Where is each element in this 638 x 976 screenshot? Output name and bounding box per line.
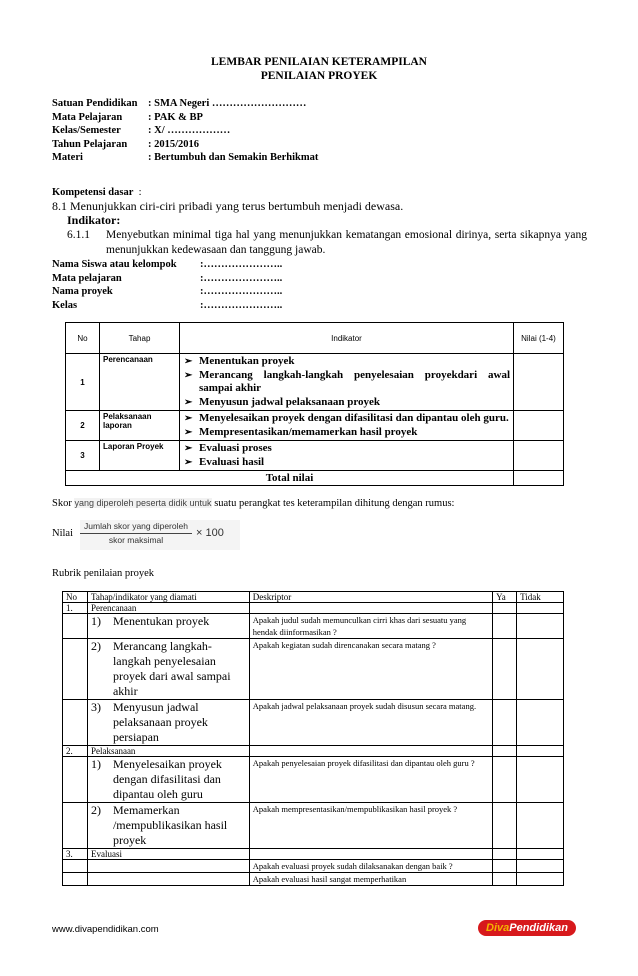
student-key: Kelas — [52, 299, 78, 311]
student-block — [52, 258, 282, 312]
arrow-bullet-icon: ➢ — [184, 356, 193, 367]
rubrik-item-num: 2) — [90, 803, 101, 817]
ya-cell[interactable] — [493, 700, 517, 746]
info-key: Satuan Pendidikan — [52, 98, 138, 109]
rubrik-desc: Apakah evaluasi hasil sangat memperhatikan — [249, 873, 492, 886]
info-value: : Bertumbuh dan Semakin Berhikmat — [148, 152, 319, 163]
nilai-cell[interactable] — [514, 441, 564, 471]
indikator-text-block — [67, 228, 587, 258]
rubrik-item-text: Menyusun jadwal pelaksanaan proyek persiapan — [112, 700, 208, 744]
rcol-desc: Deskriptor — [249, 592, 492, 603]
rubrik-desc: Apakah evaluasi proyek sudah dilaksanakan dengan baik ? — [249, 860, 492, 873]
info-key: Materi — [52, 152, 83, 163]
rcol-no: No — [63, 592, 88, 603]
kompetensi-colon: : — [138, 187, 142, 198]
logo-text — [478, 920, 576, 936]
section-name: Perencanaan — [87, 603, 249, 614]
student-key: Nama Siswa atau kelompok — [52, 259, 177, 270]
formula-numerator: Jumlah skor yang diperoleh — [84, 521, 188, 531]
indikator-item-text: Menyelesaikan proyek dengan difasilitasi dan dipantau oleh guru. — [199, 412, 509, 424]
indikator-item — [183, 396, 510, 410]
indikator-item — [183, 442, 510, 456]
rubrik-item — [87, 803, 249, 849]
skor-start: Skor — [52, 498, 72, 509]
formula-denominator: skor maksimal — [108, 535, 164, 545]
ya-cell[interactable] — [493, 639, 517, 700]
rubrik-row — [63, 700, 564, 746]
rubrik-desc: Apakah judul sudah memunculkan cirri khas dari sesuatu yang hendak diinformasikan ? — [249, 614, 492, 639]
col-tahap: Tahap — [100, 323, 180, 354]
rcol-tidak: Tidak — [517, 592, 564, 603]
rubrik-item-num: 3) — [90, 700, 101, 714]
row-no: 1 — [66, 354, 100, 411]
nilai-label: Nilai — [52, 528, 73, 539]
rubrik-desc: Apakah kegiatan sudah direncanakan secara matang ? — [249, 639, 492, 700]
tidak-cell[interactable] — [517, 873, 564, 886]
student-key: Nama proyek — [52, 286, 113, 297]
info-value: : X/ ……………… — [148, 125, 231, 136]
section-name: Evaluasi — [87, 849, 249, 860]
indikator-item — [183, 426, 510, 440]
indikator-item — [183, 456, 510, 470]
arrow-bullet-icon: ➢ — [184, 369, 193, 381]
info-value: : PAK & BP — [148, 111, 203, 123]
row-tahap: Laporan Proyek — [100, 441, 180, 471]
table-row — [66, 354, 564, 411]
arrow-bullet-icon: ➢ — [184, 413, 193, 424]
section-row — [63, 849, 564, 860]
row-tahap: Perencanaan — [100, 354, 180, 411]
info-value: : 2015/2016 — [148, 138, 200, 150]
nilai-cell[interactable] — [514, 354, 564, 411]
info-value: : SMA Negeri ……………………… — [148, 98, 307, 109]
skor-end: suatu perangkat tes keterampilan dihitung dengan rumus: — [214, 498, 455, 509]
rubrik-row — [63, 639, 564, 700]
ya-cell[interactable] — [493, 860, 517, 873]
assessment-table — [65, 322, 564, 486]
rubrik-item — [87, 639, 249, 700]
row-no: 3 — [66, 441, 100, 471]
formula-divider — [80, 533, 192, 534]
indikator-item-text: Evaluasi hasil — [199, 455, 265, 468]
nilai-cell[interactable] — [514, 411, 564, 441]
col-nilai: Nilai (1-4) — [514, 323, 564, 354]
rubrik-row — [63, 614, 564, 639]
section-no: 2. — [63, 746, 88, 757]
arrow-bullet-icon: ➢ — [184, 426, 193, 438]
indikator-item-text: Menyusun jadwal pelaksanaan proyek — [199, 395, 381, 408]
rubrik-row — [63, 873, 564, 886]
page-title: LEMBAR PENILAIAN KETERAMPILAN — [211, 56, 427, 68]
student-value: :………………….. — [200, 299, 283, 311]
rubrik-item — [87, 614, 249, 639]
tidak-cell[interactable] — [517, 700, 564, 746]
indikator-label: Indikator: — [67, 213, 121, 227]
logo-text-b: Pendidikan — [509, 922, 568, 934]
info-key: Kelas/Semester — [52, 125, 121, 136]
student-value: :………………….. — [200, 259, 283, 270]
diva-logo — [478, 918, 568, 940]
section-row — [63, 746, 564, 757]
section-row — [63, 603, 564, 614]
table-row — [66, 441, 564, 471]
info-key: Mata Pelajaran — [52, 111, 123, 123]
rubrik-header — [63, 592, 564, 603]
rubrik-item-text: Menentukan proyek — [112, 614, 210, 628]
info-block — [52, 97, 318, 165]
indikator-item — [183, 355, 510, 369]
formula-multiplier: × 100 — [196, 527, 224, 539]
kompetensi-label — [52, 187, 142, 198]
total-cell[interactable] — [514, 471, 564, 486]
section-no: 3. — [63, 849, 88, 860]
footer-url[interactable]: www.divapendidikan.com — [52, 924, 159, 935]
skor-grey: yang diperoleh peserta didik untuk — [74, 498, 212, 508]
rubrik-desc: Apakah jadwal pelaksanaan proyek sudah disusun secara matang. — [249, 700, 492, 746]
tidak-cell[interactable] — [517, 860, 564, 873]
rubrik-item — [87, 757, 249, 803]
indikator-number: 6.1.1 — [67, 229, 90, 241]
kompetensi-label-text: Kompetensi dasar — [52, 187, 134, 198]
rubrik-item-text: Memamerkan /mempublikasikan hasil proyek — [112, 803, 228, 847]
kompetensi-text: 8.1 Menunjukkan ciri-ciri pribadi yang terus bertumbuh menjadi dewasa. — [52, 199, 404, 213]
total-row — [66, 471, 564, 486]
table-row — [66, 411, 564, 441]
indikator-item-text: Evaluasi proses — [199, 442, 272, 454]
row-no: 2 — [66, 411, 100, 441]
arrow-bullet-icon: ➢ — [184, 456, 193, 468]
ya-cell[interactable] — [493, 873, 517, 886]
indikator-item — [183, 412, 510, 426]
tidak-cell[interactable] — [517, 639, 564, 700]
rubrik-row — [63, 860, 564, 873]
nilai-formula — [80, 520, 240, 550]
info-key: Tahun Pelajaran — [52, 138, 128, 150]
col-no: No — [66, 323, 100, 354]
skor-line — [52, 498, 454, 509]
rubrik-item-text: Merancang langkah-langkah penyelesaian proyek dari awal sampai akhir — [112, 639, 231, 698]
rubrik-row — [63, 803, 564, 849]
ya-cell[interactable] — [493, 803, 517, 849]
student-value: :………………….. — [200, 286, 283, 297]
indikator-item — [183, 369, 510, 396]
row-tahap: Pelaksanaan laporan — [100, 411, 180, 441]
rubrik-item-num: 1) — [90, 757, 101, 771]
rcol-tahap: Tahap/indikator yang diamati — [87, 592, 249, 603]
section-no: 1. — [63, 603, 88, 614]
section-name: Pelaksanaan — [87, 746, 249, 757]
rubrik-item-num: 1) — [90, 614, 101, 628]
student-value: :………………….. — [200, 272, 283, 284]
tidak-cell[interactable] — [517, 614, 564, 639]
page-subtitle: PENILAIAN PROYEK — [260, 70, 378, 82]
total-label: Total nilai — [66, 471, 514, 486]
logo-text-a: Diva — [486, 922, 510, 934]
indikator-item-text: Menentukan proyek — [199, 355, 295, 367]
rubrik-row — [63, 757, 564, 803]
indikator-item-text: Mempresentasikan/memamerkan hasil proyek — [199, 425, 418, 438]
tidak-cell[interactable] — [517, 757, 564, 803]
arrow-bullet-icon: ➢ — [184, 396, 193, 408]
rubrik-desc: Apakah penyelesaian proyek difasilitasi dan dipantau oleh guru ? — [249, 757, 492, 803]
ya-cell[interactable] — [493, 757, 517, 803]
arrow-bullet-icon: ➢ — [184, 443, 193, 454]
rubrik-title: Rubrik penilaian proyek — [52, 568, 155, 579]
col-indikator: Indikator — [180, 323, 514, 354]
rubrik-item-text: Menyelesaikan proyek dengan difasilitasi dan dipantau oleh guru — [112, 757, 222, 801]
rubrik-table — [62, 591, 564, 886]
indikator-item-text: Merancang langkah-langkah penyelesaian proyekdari awal sampai akhir — [199, 368, 510, 394]
rcol-ya: Ya — [493, 592, 517, 603]
rubrik-desc: Apakah mempresentasikan/mempublikasikan hasil proyek ? — [249, 803, 492, 849]
rubrik-item-num: 2) — [90, 639, 101, 653]
tidak-cell[interactable] — [517, 803, 564, 849]
indikator-text: Menyebutkan minimal tiga hal yang menunjukkan kematangan emosional dirinya, serta sikapnya yang menunjukkan kedewasaan dan tanggung jawab. — [106, 229, 587, 256]
rubrik-item — [87, 700, 249, 746]
student-key: Mata pelajaran — [52, 272, 122, 284]
ya-cell[interactable] — [493, 614, 517, 639]
